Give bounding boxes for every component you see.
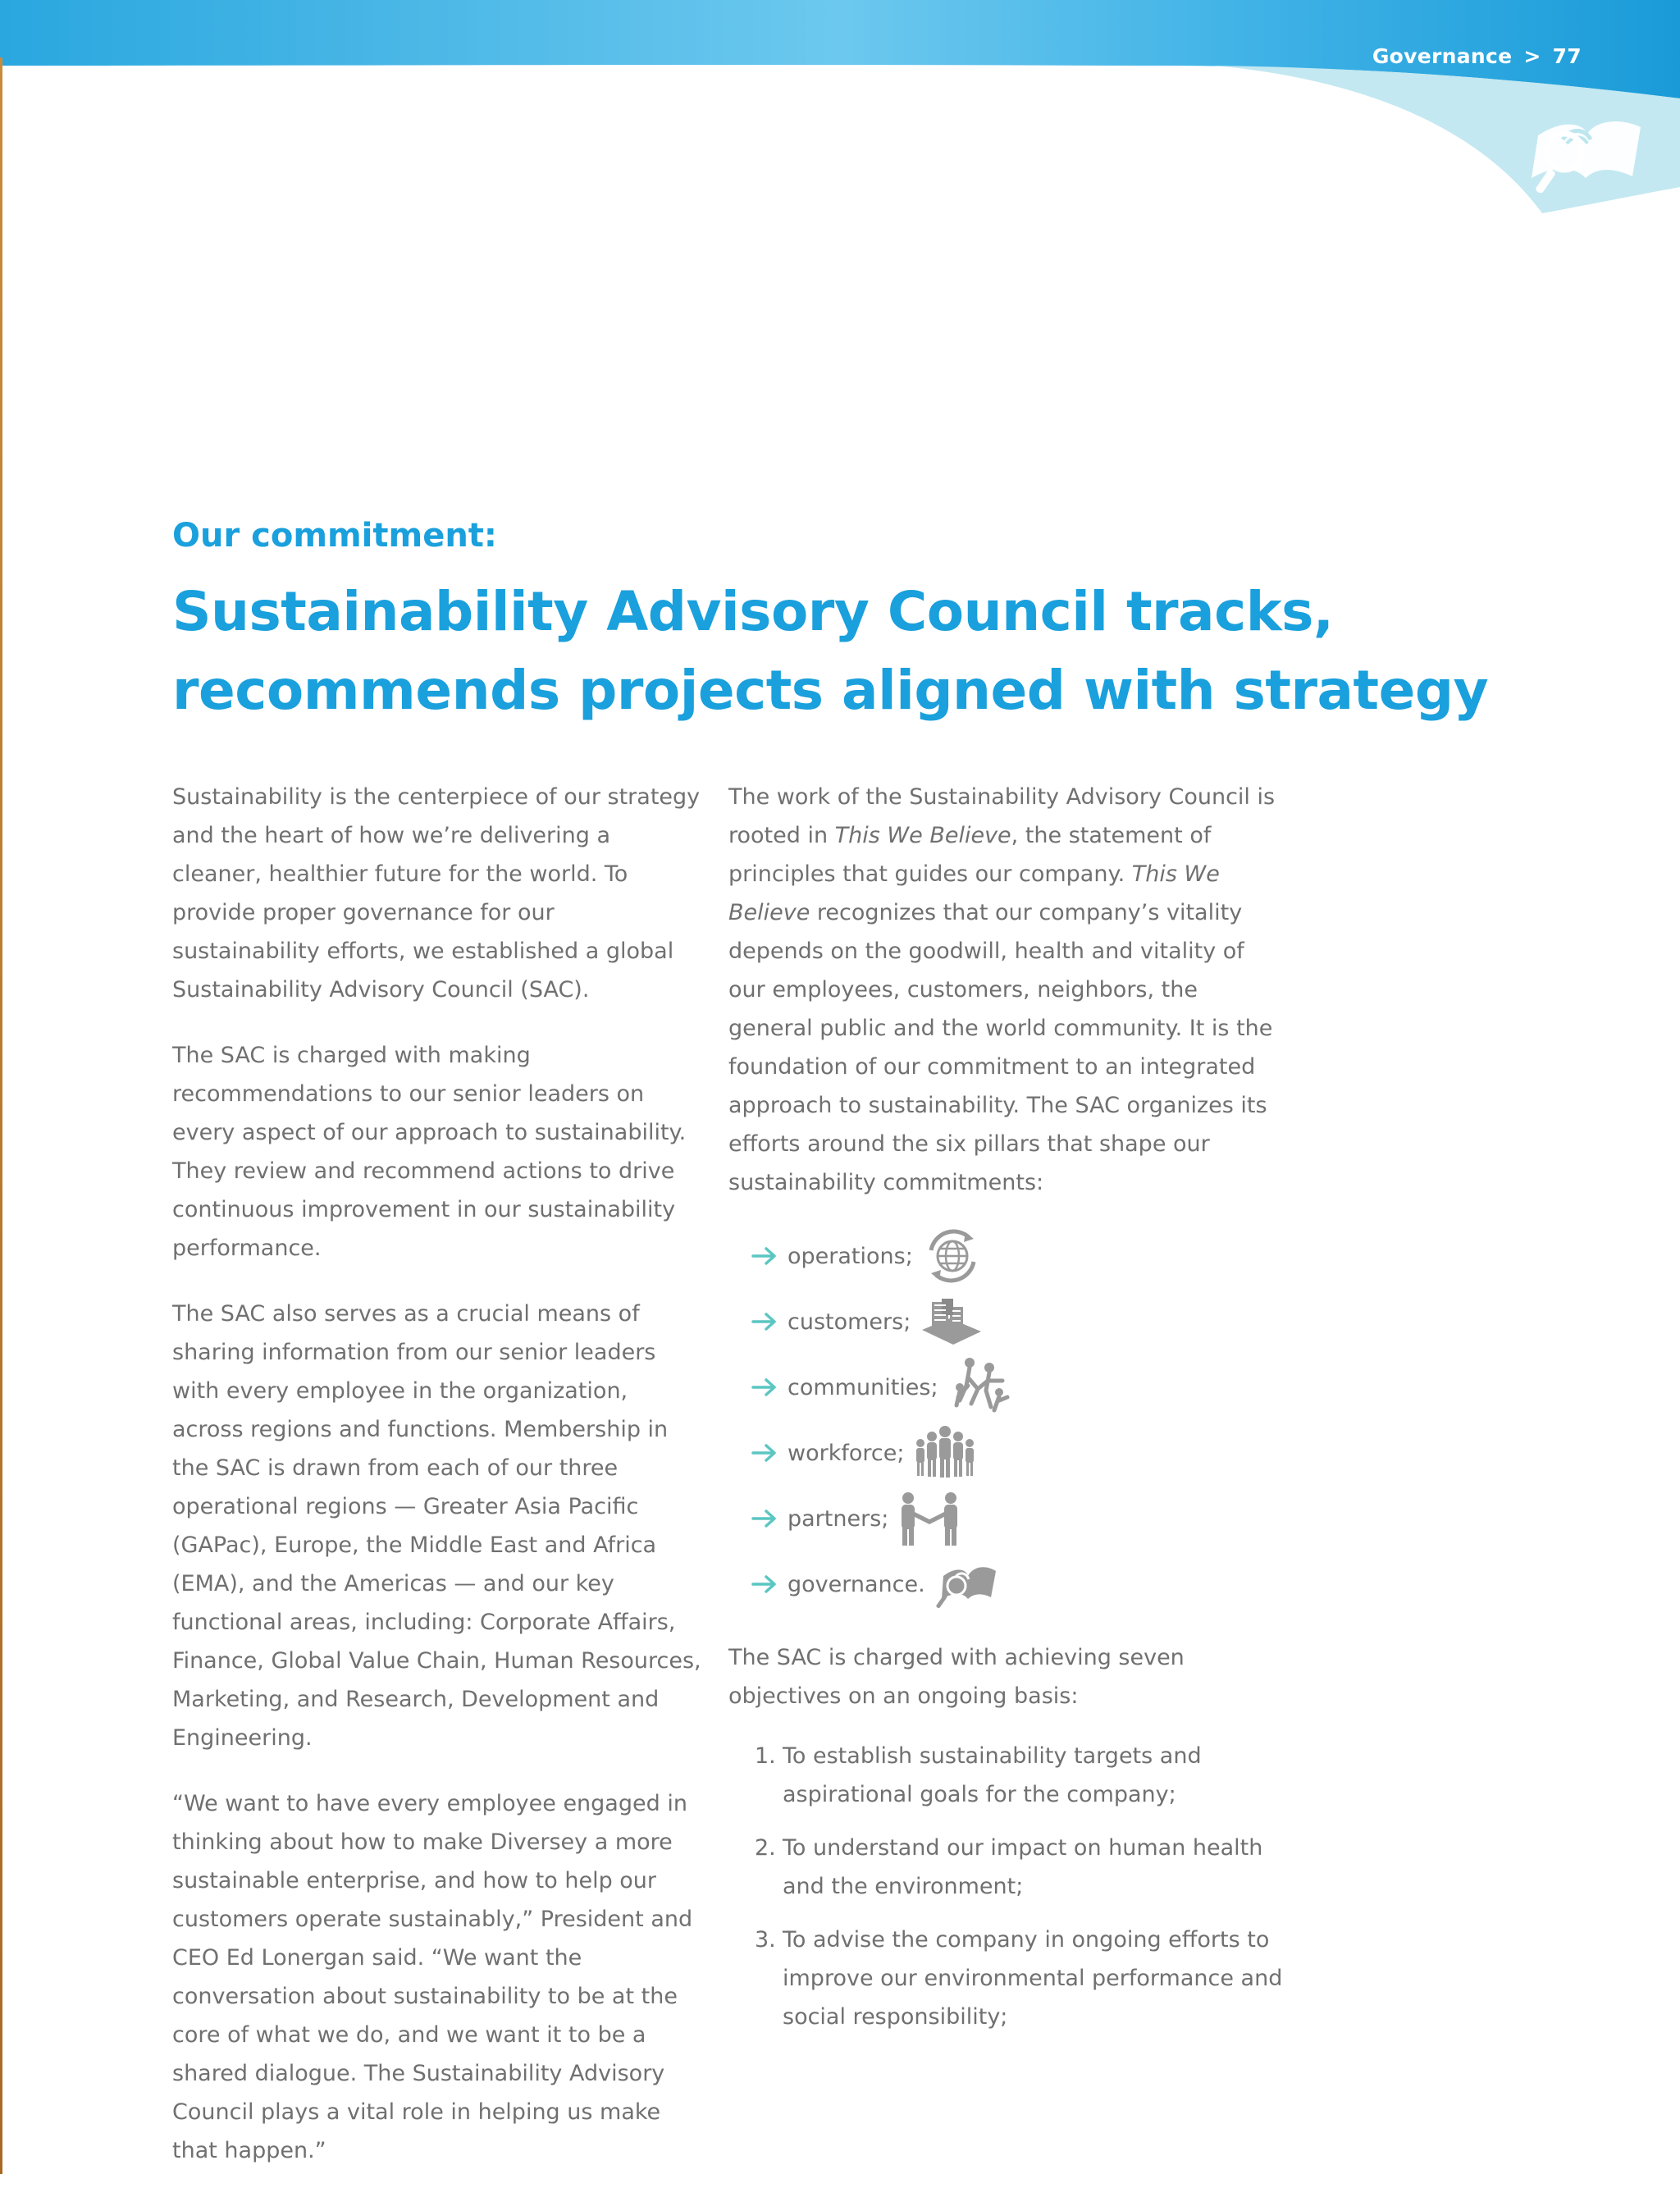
objective-text: To understand our impact on human health and the environment; (783, 1835, 1263, 1899)
objectives-list (728, 1737, 1286, 2036)
dancing-people-icon (948, 1356, 1011, 1418)
arrow-right-icon (751, 1246, 778, 1266)
objective-item (728, 1829, 1286, 1906)
intro-text: , the statement of principles that guides our company. (728, 823, 1212, 887)
left-column (172, 778, 705, 2197)
pillars-list (728, 1223, 1286, 1617)
pillar-workforce (728, 1420, 1286, 1486)
pillar-label: communities; (788, 1374, 938, 1400)
page-edge (0, 57, 2, 2174)
objective-item (728, 1737, 1286, 1814)
page-number: 77 (1552, 44, 1582, 68)
group-of-people-icon (914, 1425, 976, 1481)
buildings-icon (920, 1297, 983, 1346)
pillar-label: workforce; (788, 1440, 905, 1466)
pillar-label: partners; (788, 1505, 889, 1532)
pillar-label: governance. (788, 1571, 925, 1597)
page-title (172, 573, 1550, 730)
paragraph: Sustainability is the centerpiece of our strategy and the heart of how we’re delivering a cleaner, healthier future for the world. To provide proper governance for our sustainability efforts, we established a global Sustainability Advisory Council (SAC). (172, 784, 701, 1003)
header-band (0, 0, 1680, 230)
handshake-icon (898, 1491, 961, 1546)
objective-text: To establish sustainability targets and aspirational goals for the company; (783, 1743, 1202, 1807)
objective-number: 2. (755, 1835, 776, 1861)
objectives-intro: The SAC is charged with achieving seven objectives on an ongoing basis: (728, 1645, 1185, 1709)
quote-paragraph: “We want to have every employee engaged in thinking about how to make Diversey a more sustainable enterprise, and how to help our customers operate sustainably,” President and CEO Ed Lonergan said. “We want the conversation about sustainability to be at the core of what we do, and we want it to be a shared dialogue. The Sustainability Advisory Council plays a vital role in helping us make that happen.” (172, 1791, 693, 2163)
this-we-believe: This We Believe (728, 861, 1220, 925)
pillar-label: operations; (788, 1243, 913, 1269)
intro-paragraph (728, 778, 1286, 1202)
intro-text: recognizes that our company’s vitality depends on the goodwill, health and vitality of our employees, customers, neighbors, the general public and the world community. It is the foundation of our commitment to an integrated approach to sustainability. The SAC organizes its efforts around the six pillars that shape our sustainability commitments: (728, 900, 1273, 1195)
paragraph: The SAC also serves as a crucial means of sharing information from our senior leaders with every employee in the organization, across regions and functions. Membership in the SAC is drawn from each of our three operational regions — Greater Asia Pacific (GAPac), Europe, the Middle East and Africa (EMA), and the Americas — and our key functional areas, including: Corporate Affairs, Finance, Global Value Chain, Human Resources, Marketing, and Research, Development and Engineering. (172, 1301, 701, 1751)
title-line-1: Sustainability Advisory Council tracks, (172, 580, 1334, 643)
objective-item (728, 1921, 1286, 2036)
book-magnifier-icon (935, 1560, 998, 1609)
section-name: Governance (1372, 44, 1513, 68)
title-line-2: recommends projects aligned with strategy (172, 659, 1489, 722)
book-magnifier-icon (1522, 103, 1645, 193)
section-kicker: Our commitment: (172, 517, 497, 555)
arrow-right-icon (751, 1443, 778, 1463)
arrow-right-icon (751, 1574, 778, 1594)
objective-number: 1. (755, 1743, 776, 1769)
objective-number: 3. (755, 1927, 776, 1953)
arrow-right-icon (751, 1312, 778, 1331)
pillar-communities (728, 1354, 1286, 1420)
pillar-operations (728, 1223, 1286, 1289)
arrow-right-icon (751, 1377, 778, 1397)
pillar-partners (728, 1486, 1286, 1551)
pillar-label: customers; (788, 1309, 911, 1335)
page-marker (1372, 44, 1582, 68)
objective-text: To advise the company in ongoing efforts to improve our environmental performance and social responsibility; (783, 1927, 1283, 2030)
intro-text: The work of the Sustainability Advisory Council is rooted in (728, 784, 1276, 848)
breadcrumb-separator: > (1523, 44, 1541, 68)
pillar-customers (728, 1289, 1286, 1354)
paragraph: The SAC is charged with making recommendations to our senior leaders on every aspect of our approach to sustainability. They review and recommend actions to drive continuous improvement in our sustainability performance. (172, 1043, 687, 1261)
pillar-governance (728, 1551, 1286, 1617)
arrow-right-icon (751, 1509, 778, 1528)
globe-recycle-icon (923, 1229, 982, 1283)
right-column (728, 778, 1286, 2051)
this-we-believe: This We Believe (834, 823, 1011, 848)
